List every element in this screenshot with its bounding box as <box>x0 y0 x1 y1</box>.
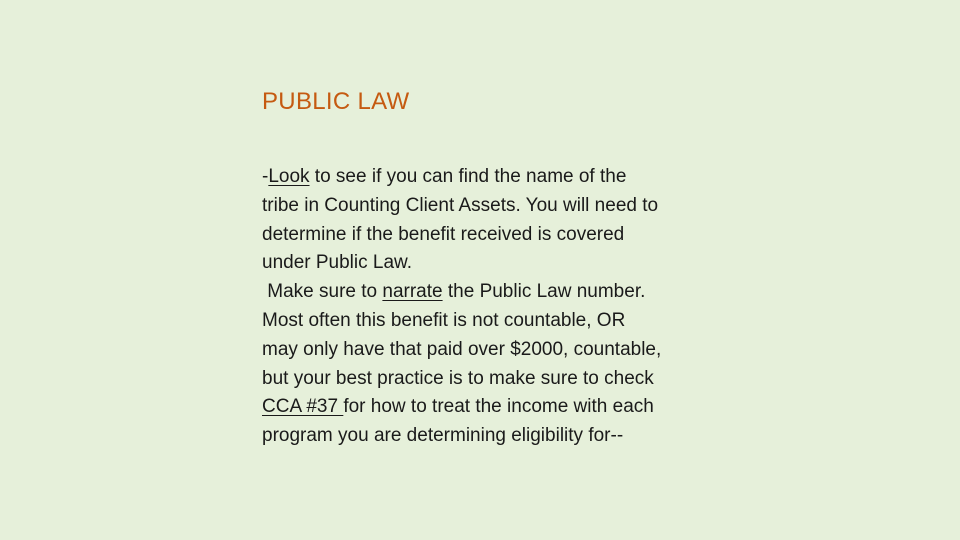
slide-title: PUBLIC LAW <box>262 88 410 115</box>
body-line-9 <box>262 393 742 422</box>
line-5-rest: the Public Law number. <box>442 281 646 303</box>
underlined-cca-37: CCA #37 <box>262 396 344 418</box>
body-line-7: may only have that paid over $2000, countable, <box>262 338 662 360</box>
line-1-prefix: - <box>262 166 269 187</box>
body-line-8: but your best practice is to make sure to check <box>262 367 654 389</box>
body-line-10: program you are determining eligibility for-- <box>262 425 624 447</box>
body-line-2: tribe in Counting Client Assets. You will need to <box>262 194 659 216</box>
slide-body <box>262 163 742 451</box>
line-1-rest: to see if you can find the name of the <box>309 166 627 187</box>
body-line-3: determine if the benefit received is covered <box>262 223 625 245</box>
line-5-prefix: Make sure to <box>262 281 383 303</box>
body-line-5 <box>262 278 742 307</box>
line-9-rest: for how to treat the income with each <box>343 396 654 418</box>
body-line-6: Most often this benefit is not countable, OR <box>262 309 626 331</box>
body-line-4: under Public Law. <box>262 252 412 274</box>
body-line-1 <box>262 163 742 192</box>
underlined-look: Look <box>268 166 310 187</box>
underlined-narrate: narrate <box>382 281 443 303</box>
